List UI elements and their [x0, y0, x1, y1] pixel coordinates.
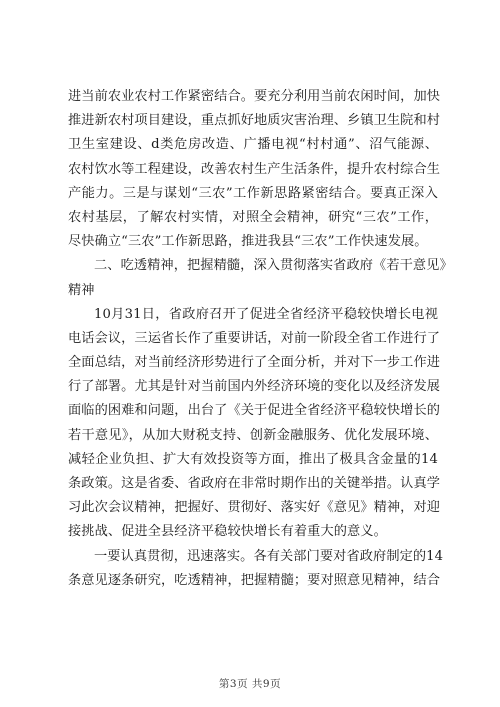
- text-line: 推进新农村项目建设，重点抓好地质灾害治理、乡镇卫生院和村: [68, 113, 441, 129]
- text-line: 农村饮水等工程建设，改善农村生产生活条件，提升农村综合生: [68, 161, 441, 177]
- text-line: 行了部署。尤其是针对当前国内外经济环境的变化以及经济发展: [68, 379, 441, 395]
- text-line: 电话会议，三运省长作了重要讲话，对前一阶段全省工作进行了: [68, 330, 441, 346]
- text-line: 进当前农业农村工作紧密结合。要充分利用当前农闲时间，加快: [68, 89, 441, 104]
- text-line: 全面总结，对当前经济形势进行了全面分析，并对下一步工作进: [68, 355, 441, 371]
- text-line: 农村基层，了解农村实情，对照全会精神，研究“三农”工作，: [68, 209, 438, 225]
- text-line: 卫生室建设、d类危房改造、广播电视“村村通”、沼气能源、: [68, 137, 438, 153]
- text-line: 产能力。三是与谋划“三农”工作新思路紧密结合。要真正深入: [68, 185, 438, 201]
- text-line: 条政策。这是省委、省政府在非常时期作出的关键举措。认真学: [68, 476, 441, 491]
- text-line: 习此次会议精神，把握好、贯彻好、落实好《意见》精神，对迎: [68, 500, 441, 516]
- text-line: 10月31日，省政府召开了促进全省经济平稳较快增长电视: [94, 306, 438, 322]
- text-line: 面临的困难和问题，出台了《关于促进全省经济平稳较快增长的: [68, 403, 441, 419]
- text-line: 若干意见》，从加大财税支持、创新金融服务、优化发展环境、: [68, 427, 438, 443]
- text-line: 条意见逐条研究，吃透精神，把握精髓；要对照意见精神，结合: [68, 572, 441, 588]
- text-line: 减轻企业负担、扩大有效投资等方面，推出了极具含金量的14: [68, 451, 438, 467]
- text-line: 接挑战、促进全县经济平稳较快增长有着重大的意义。: [68, 524, 387, 540]
- page-number-footer: 第3页 共9页: [218, 678, 282, 690]
- document-body: [68, 85, 453, 593]
- section-heading-continued: 精神: [68, 282, 95, 298]
- text-line: 尽快确立“三农”工作新思路，推进我县“三农”工作快速发展。: [68, 234, 428, 250]
- section-heading: 二、吃透精神，把握精髓，深入贯彻落实省政府《若干意见》: [94, 258, 453, 274]
- text-line: 一要认真贯彻，迅速落实。各有关部门要对省政府制定的14: [94, 548, 444, 564]
